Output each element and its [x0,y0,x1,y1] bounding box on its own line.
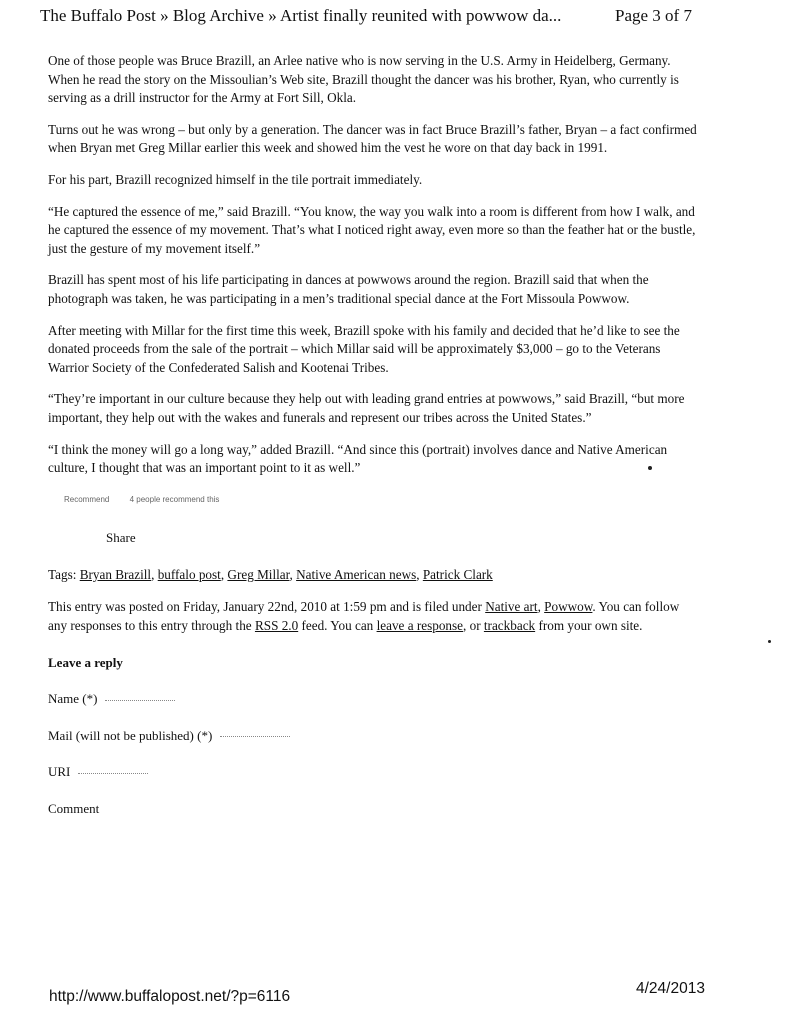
recommend-count: 4 people recommend this [129,494,220,504]
category-link[interactable]: Native art [485,599,538,615]
tag-link[interactable]: buffalo post [157,566,221,582]
article-paragraph: One of those people was Bruce Brazill, an Arlee native who is now serving in the U.S. Army in Heidelberg, Germany. When he read the story on the Missoulian’s Web site, Brazill thought the dancer was his brother, Ryan, who currently is serving as a drill instructor for the Army at Fort Sill, Okla. [48,53,679,106]
footer-date: 4/24/2013 [636,980,705,997]
article-paragraph: “They’re important in our culture because they help out with leading grand entries at powwows,” said Brazill, “but more important, they help out with the wakes and funerals and represent our tribes across the United States.” [48,391,685,425]
mail-label: Mail (will not be published) (*) [48,727,213,743]
entry-meta-text: This entry was posted on Friday, January 22nd, 2010 at 1:59 pm and is filed under [48,599,486,615]
article-paragraph: Brazill has spent most of his life participating in dances at powwows around the region. Brazill said that when the photograph was taken, he was participating in a men’s traditional special dance at the Fort Missoula Powwow. [48,272,649,306]
entry-meta-text: feed. You can [298,618,377,634]
reply-heading: Leave a reply [48,654,123,670]
name-label: Name (*) [48,691,98,707]
article-paragraph: “I think the money will go a long way,” added Brazill. “And since this (portrait) involves dance and Native American culture, I thought that was an important point to it as well.” [48,441,668,476]
footer-url: http://www.buffalopost.net/?p=6116 [49,988,291,1005]
name-input[interactable] [105,700,175,701]
entry-meta [48,598,698,635]
rss-link[interactable]: RSS 2.0 [254,618,299,634]
tags-label: Tags: [48,566,77,582]
comment-label: Comment [48,801,100,817]
recommend-widget [64,491,698,510]
tag-link[interactable]: Greg Millar [227,566,290,582]
mail-input[interactable] [220,736,290,737]
recommend-button[interactable]: Recommend [64,494,110,504]
name-field-row [48,690,698,709]
tag-link[interactable]: Native American news [296,566,417,582]
tag-link[interactable]: Patrick Clark [422,566,493,582]
leave-response-link[interactable]: leave a response [376,618,463,634]
entry-meta-text: from your own site. [535,618,643,634]
scan-speck [648,466,652,470]
article-paragraph: For his part, Brazill recognized himself in the tile portrait immediately. [48,171,423,187]
page-number: Page 3 of 7 [615,6,692,25]
entry-meta-text: , or [463,618,484,634]
tags-line: Tags: Bryan Brazill, buffalo post, Greg Millar, Native American news, Patrick Clark [48,566,493,582]
scan-speck [768,640,771,643]
uri-input[interactable] [78,773,148,774]
comment-field-row [48,800,698,819]
share-button[interactable]: Share [106,530,136,546]
article-paragraph: Turns out he was wrong – but only by a generation. The dancer was in fact Bruce Brazill’s father, Bryan – a fact confirmed when Bryan met Greg Millar earlier this week and showed him the vest he wore on that day back in 1991. [48,121,697,156]
tag-link[interactable]: Bryan Brazill [79,566,152,582]
trackback-link[interactable]: trackback [483,618,536,634]
article-paragraph: After meeting with Millar for the first time this week, Brazill spoke with his family and decided that he’d like to see the donated proceeds from the sale of the portrait – which Millar said will be approximately $3,000 – go to the Veterans Warrior Society of the Confederated Salish and Kootenai Tribes. [48,322,680,375]
category-link[interactable]: Powwow [544,599,593,615]
entry-meta-text: . You can follow any responses to this entry through the [48,599,680,634]
entry-meta-text: , [537,599,545,615]
article-paragraph: “He captured the essence of me,” said Brazill. “You know, the way you walk into a room is different from how I walk, and he captured the essence of my movement. That’s what I noticed right away, even more so than the feather hat or the bustle, just the gesture of my movement itself.” [48,203,696,256]
mail-field-row [48,727,698,746]
uri-field-row [48,763,698,782]
page-title: The Buffalo Post » Blog Archive » Artist finally reunited with powwow da... [40,6,562,25]
uri-label: URI [48,764,71,780]
article-content [48,52,698,819]
